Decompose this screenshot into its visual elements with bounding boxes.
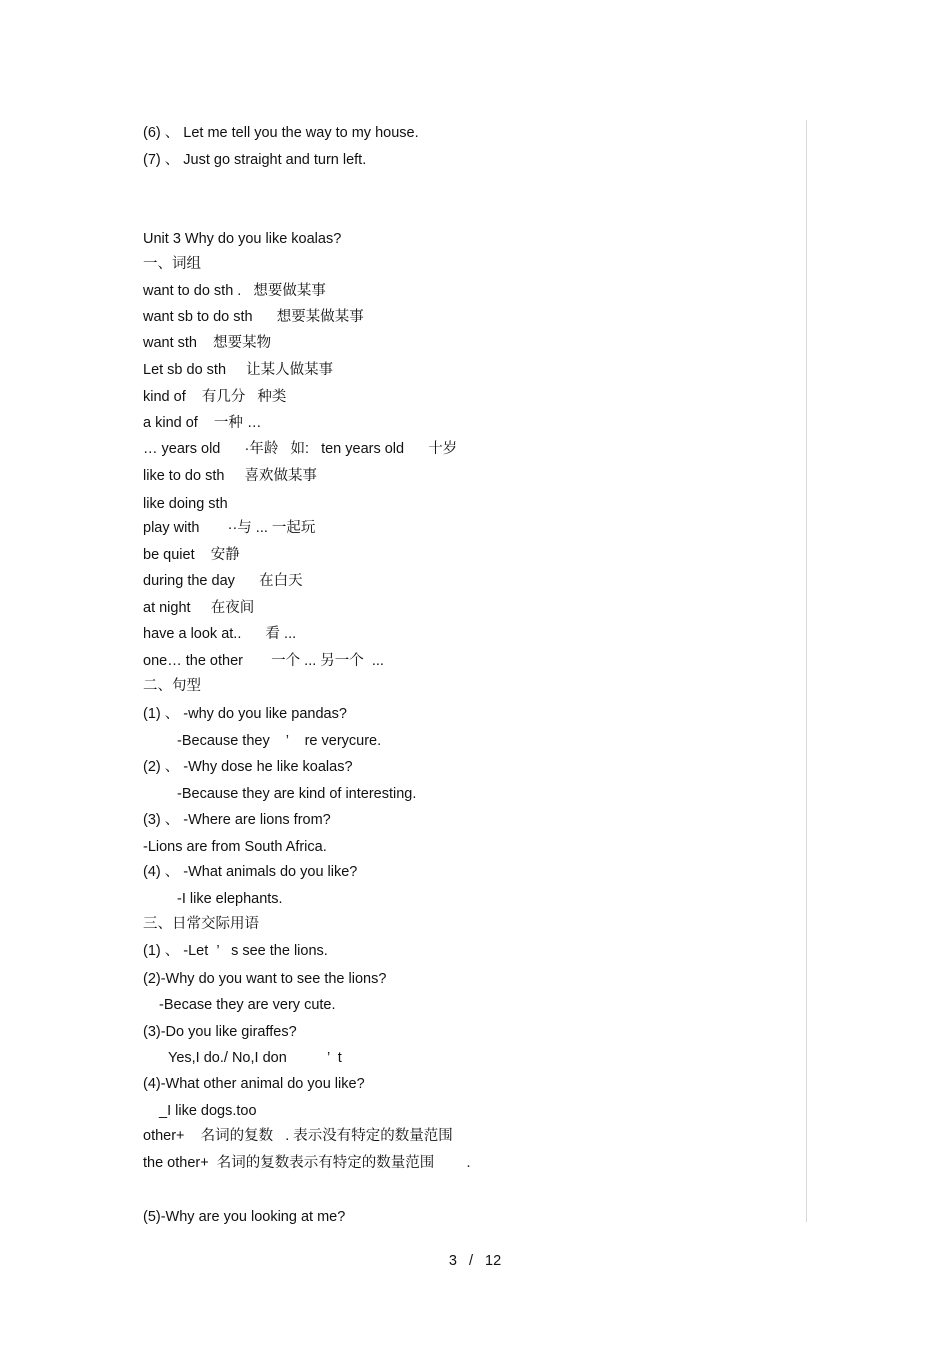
phrase-years-old: … years old ·年龄 如: ten years old 十岁: [143, 441, 458, 457]
sentence-6: (6) 、 Let me tell you the way to my house.: [143, 125, 419, 141]
current-page: 3: [448, 1253, 457, 1269]
phrase-want-sth: want sth 想要某物: [143, 335, 272, 351]
phrase-play-with: play with ··与 ... 一起玩: [143, 520, 316, 536]
sentence-4-answer: -I like elephants.: [177, 891, 283, 907]
phrase-want-to-do: want to do sth . 想要做某事: [143, 283, 326, 299]
expression-1: (1) 、 -Let ’ s see the lions.: [143, 943, 328, 959]
expression-4-answer: _I like dogs.too: [159, 1103, 257, 1119]
phrase-a-kind-of: a kind of 一种 …: [143, 415, 262, 431]
phrase-like-doing: like doing sth: [143, 496, 228, 512]
expression-3-question: (3)-Do you like giraffes?: [143, 1024, 297, 1040]
expression-2-question: (2)-Why do you want to see the lions?: [143, 971, 387, 987]
sentence-4-question: (4) 、 -What animals do you like?: [143, 864, 358, 880]
expression-5-question: (5)-Why are you looking at me?: [143, 1209, 346, 1225]
phrase-want-sb-to-do: want sb to do sth 想要某做某事: [143, 309, 364, 325]
page-right-border: [806, 120, 807, 1222]
note-the-other-plural: the other+ 名词的复数表示有特定的数量范围 .: [143, 1155, 471, 1171]
phrase-like-to-do: like to do sth 喜欢做某事: [143, 468, 318, 484]
page-separator: /: [468, 1253, 473, 1269]
phrase-at-night: at night 在夜间: [143, 600, 255, 616]
section-heading-expressions: 三、日常交际用语: [143, 916, 259, 932]
page-indicator: [0, 1252, 950, 1270]
phrase-let-sb-do: Let sb do sth 让某人做某事: [143, 362, 334, 378]
note-other-plural: other+ 名词的复数 . 表示没有特定的数量范围: [143, 1128, 453, 1144]
sentence-3-question: (3) 、 -Where are lions from?: [143, 812, 331, 828]
unit-title: Unit 3 Why do you like koalas?: [143, 231, 342, 247]
expression-2-answer: -Becase they are very cute.: [159, 997, 336, 1013]
sentence-2-answer: -Because they are kind of interesting.: [177, 786, 417, 802]
expression-3-answer: Yes,I do./ No,I don ’ t: [168, 1050, 342, 1066]
sentence-7: (7) 、 Just go straight and turn left.: [143, 152, 367, 168]
sentence-3-answer: -Lions are from South Africa.: [143, 839, 327, 855]
total-pages: 12: [485, 1253, 502, 1269]
expression-4-question: (4)-What other animal do you like?: [143, 1076, 365, 1092]
phrase-be-quiet: be quiet 安静: [143, 547, 240, 563]
phrase-one-the-other: one… the other 一个 ... 另一个 ...: [143, 653, 384, 669]
section-heading-phrases: 一、词组: [143, 256, 201, 272]
phrase-during-the-day: during the day 在白天: [143, 573, 303, 589]
sentence-1-answer: -Because they ’ re verycure.: [177, 733, 382, 749]
phrase-have-a-look: have a look at.. 看 ...: [143, 626, 297, 642]
section-heading-sentences: 二、句型: [143, 678, 201, 694]
phrase-kind-of: kind of 有几分 种类: [143, 389, 287, 405]
sentence-1-question: (1) 、 -why do you like pandas?: [143, 706, 347, 722]
sentence-2-question: (2) 、 -Why dose he like koalas?: [143, 759, 353, 775]
